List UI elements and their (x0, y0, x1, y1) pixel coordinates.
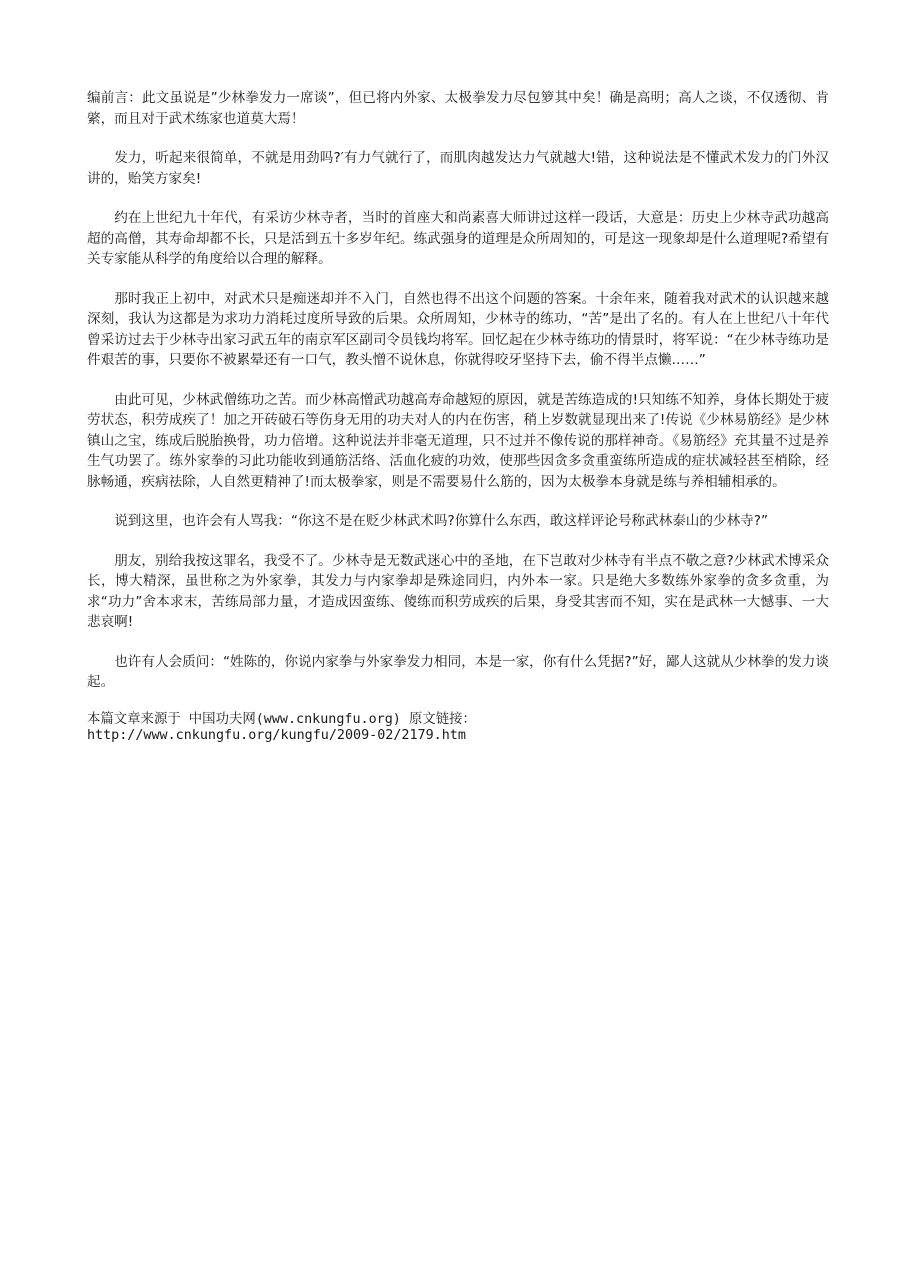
article-paragraph: 由此可见，少林武僧练功之苦。而少林高憎武功越高寿命越短的原因，就是苦练造成的!只知练不知养，身体长期处于疲劳状态，积劳成疾了！加之开砖破石等伤身无用的功夫对人的内在伤害，稍上岁数就显现出来了!传说《少林易筋经》是少林镇山之宝，练成后脱胎换骨，功力倍增。这种说法并非毫无道理，只不过并不像传说的那样神奇。《易筋经》充其量不过是养生气功罢了。练外家拳的习此功能收到通筋活络、活血化疲的功效，使那些因贪多贪重蛮练所造成的症状减轻甚至梢除，经脉畅通，疾病祛除，人自然更精神了!而太极拳家，则是不需要易什么筋的，因为太极拳本身就是练与养相辅相承的。 (87, 391, 829, 490)
article-paragraph: 也许有人会质问：“姓陈的，你说内家拳与外家拳发力相同，本是一家，你有什么凭据?”好，鄙人这就从少林拳的发力谈起。 (87, 653, 829, 690)
article-paragraph: 朋友，别给我按这罪名，我受不了。少林寺是无数武迷心中的圣地，在下岂敢对少林寺有半点不敬之意?少林武术博采众长，博大精深，虽世称之为外家拳，其发力与内家拳却是殊途同归，内外本一家。只是绝大多数练外家拳的贪多贪重，为求“功力”舍本求末，苦练局部力量，才造成因蛮练、傻练而积劳成疾的后果，身受其害而不知，实在是武林一大憾事、一大悲哀啊! (87, 552, 829, 630)
source-url-link[interactable]: http://www.cnkungfu.org/kungfu/2009-02/2179.htm (87, 727, 466, 743)
source-attribution (87, 712, 829, 744)
source-line (87, 712, 829, 728)
source-link-label: 原文链接： (408, 711, 476, 727)
article-paragraph: 发力，听起来很简单，不就是用劲吗?′有力气就行了，而肌肉越发达力气就越大!错，这种说法是不懂武术发力的门外汉讲的，贻笑方家矣! (87, 150, 829, 187)
source-site: 中国功夫网(www.cnkungfu.org) (180, 711, 409, 727)
source-prefix: 本篇文章来源于 (87, 711, 181, 727)
article-paragraph: 说到这里，也许会有人骂我：“你这不是在贬少林武术吗?你算什么东西，敢这样评论号称武林泰山的少林寺?” (114, 513, 769, 529)
article-page (87, 88, 829, 744)
article-paragraph: 约在上世纪九十年代，有采访少林寺者，当时的首座大和尚素喜大师讲过这样一段话，大意是：历史上少林寺武功越高超的高僧，其寿命却都不长，只是活到五十多岁年纪。练武强身的道理是众所周知的，可是这一现象却是什么道理呢?希望有关专家能从科学的角度给以合理的解释。 (87, 210, 829, 267)
article-paragraph: 那时我正上初中，对武术只是痴迷却并不入门，自然也得不出这个问题的答案。十余年来，随着我对武术的认识越来越深刻，我认为这都是为求功力消耗过度所导致的后果。众所周知，少林寺的练功，“苦”是出了名的。有人在上世纪八十年代曾采访过去于少林寺出家习武五年的南京军区副司令员钱均将军。回忆起在少林寺练功的情景时，将军说：“在少林寺练功是件艰苦的事，只要你不被累晕还有一口气，教头憎不说休息，你就得咬牙坚持下去，偷不得半点懒……” (87, 290, 829, 368)
editor-note-paragraph: 编前言：此文虽说是”少林拳发力一席谈”，但已将内外家、太极拳发力尽包箩其中矣！确是高明；高人之谈，不仅透彻、肯綮，而且对于武术练家也道莫大焉！ (87, 90, 829, 127)
